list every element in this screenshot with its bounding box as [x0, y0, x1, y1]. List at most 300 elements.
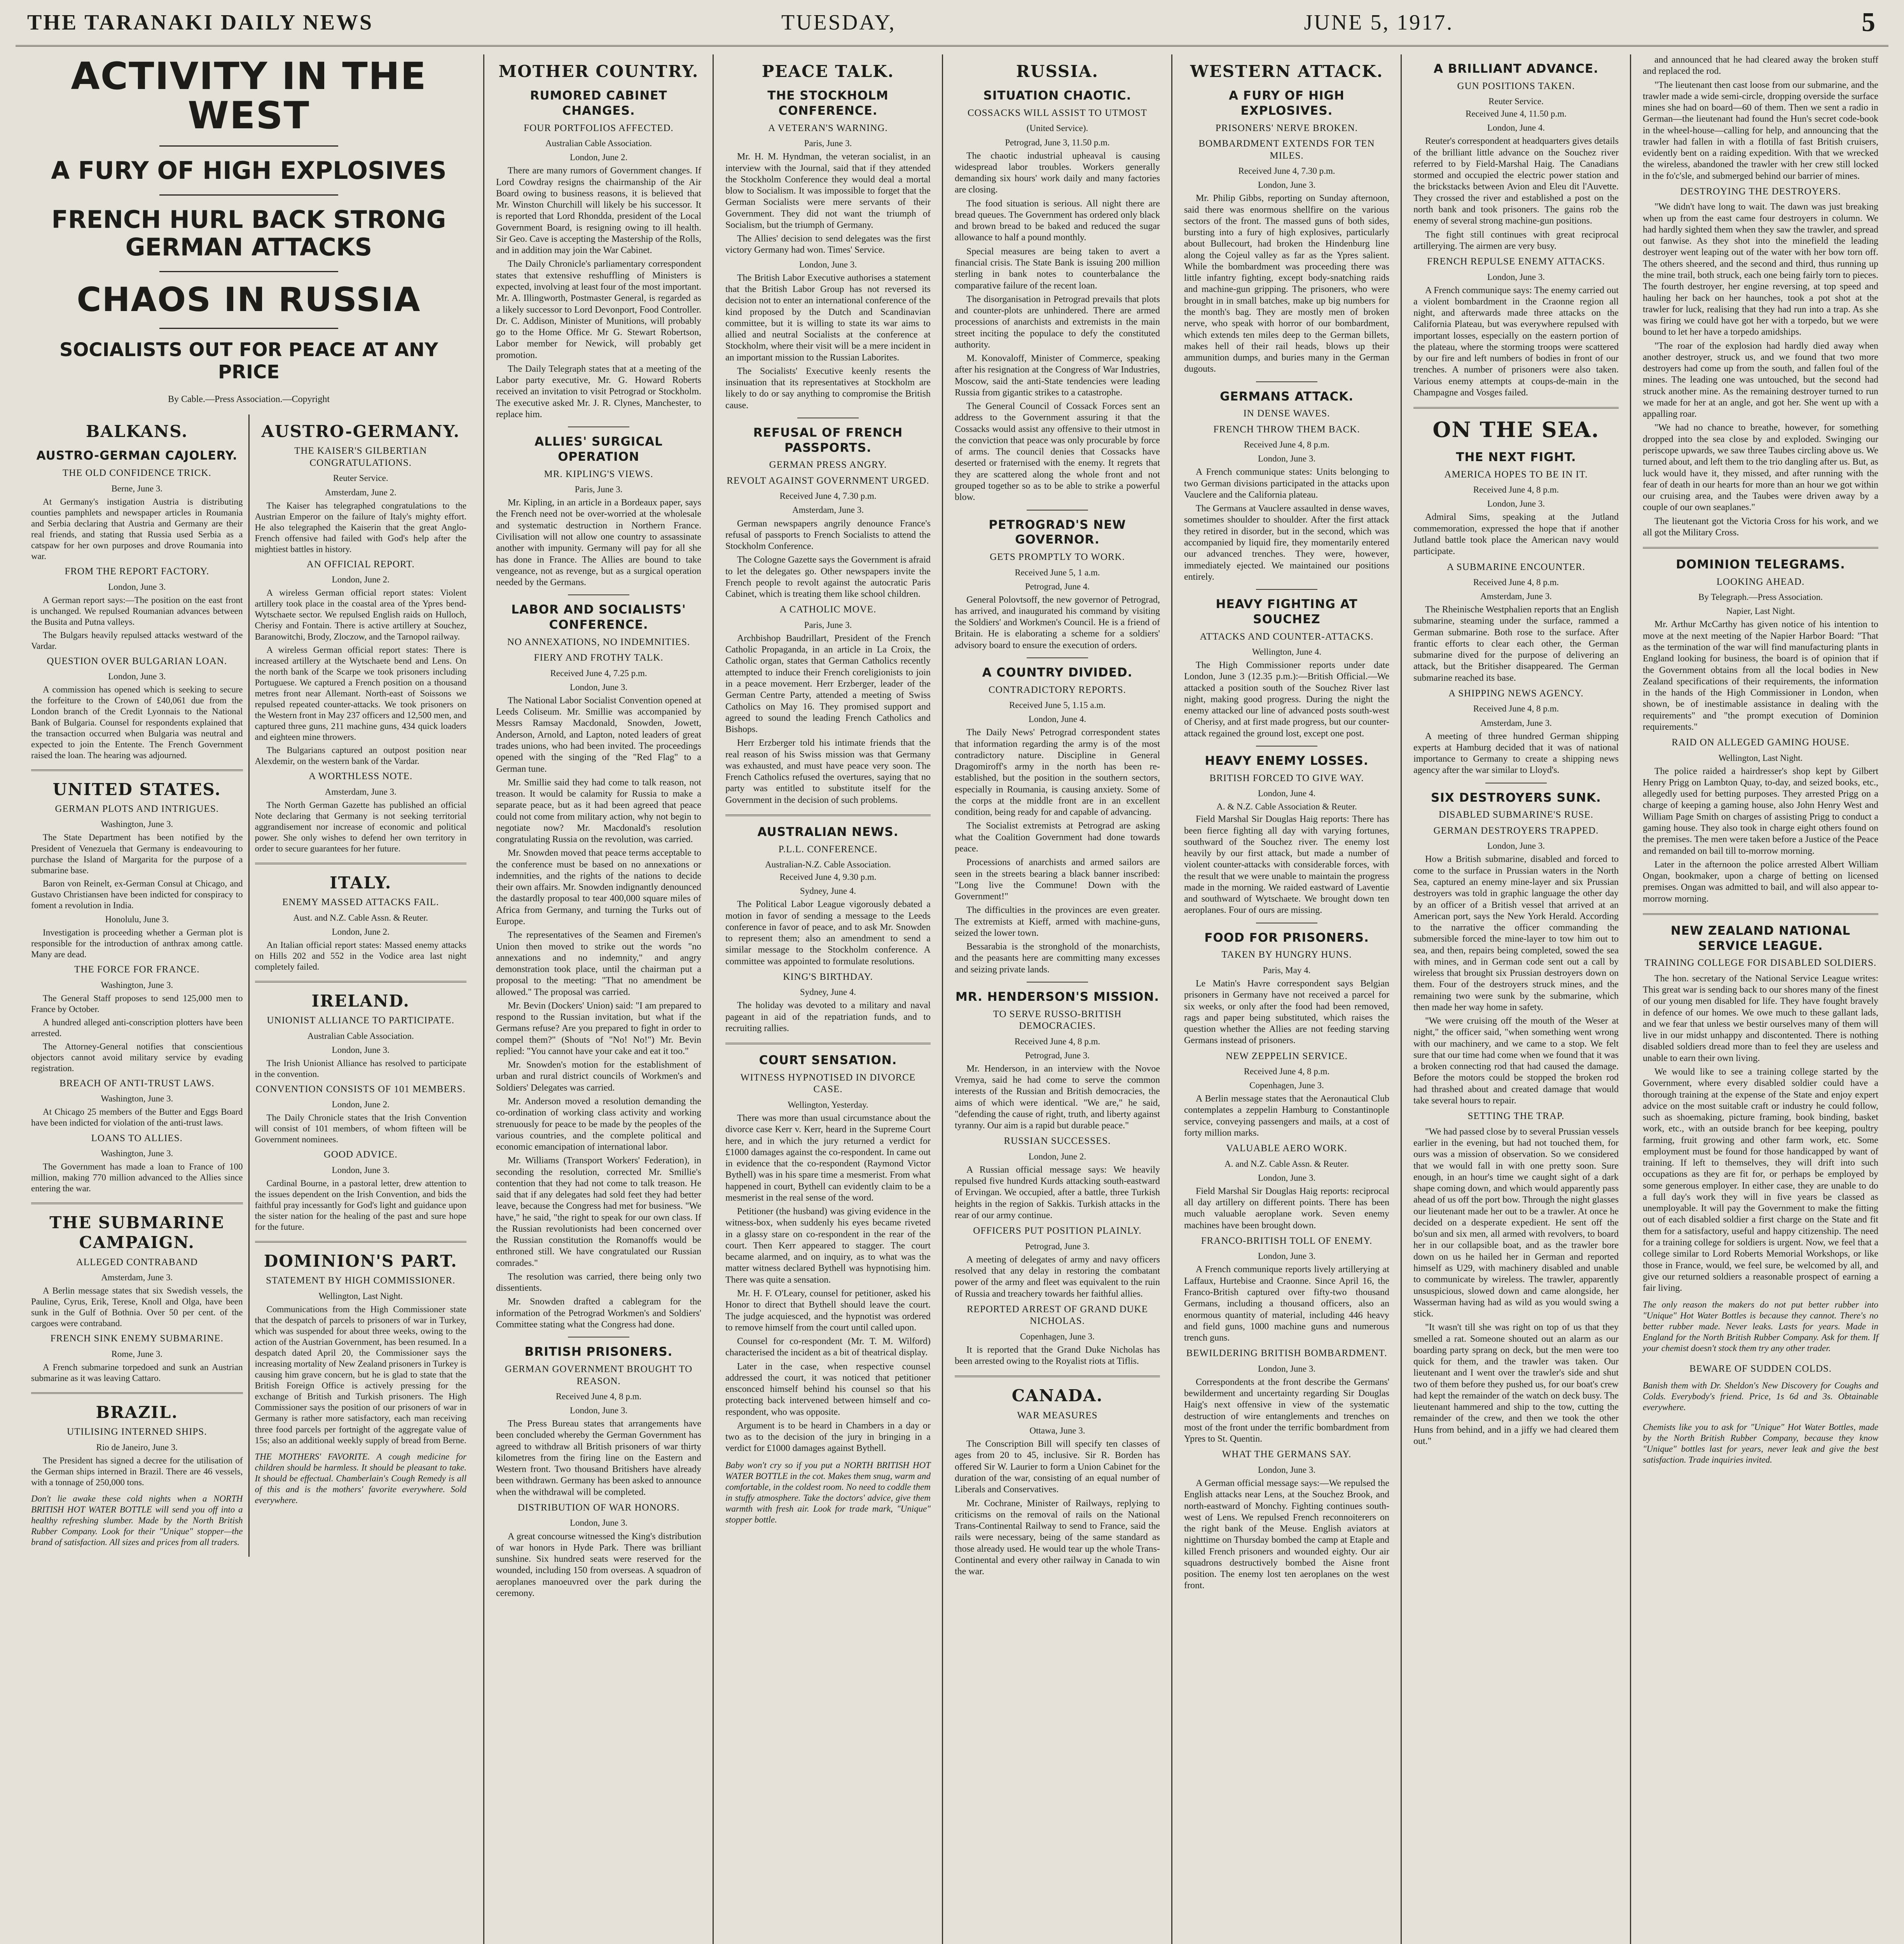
- article-subhead: RAID ON ALLEGED GAMING HOUSE.: [1672, 737, 1850, 748]
- dateline: Amsterdam, June 3.: [1480, 718, 1552, 728]
- article-subhead: A CATHOLIC MOVE.: [779, 604, 877, 615]
- article-subhead: UNIONIST ALLIANCE TO PARTICIPATE.: [267, 1015, 454, 1026]
- section-court-sensation: COURT SENSATION.: [759, 1053, 897, 1068]
- article-paragraph: Mr. Snowden drafted a cablegram for the information of the Petrograd Workmen's and Soldiers' Committee stating what the Congress had done.: [496, 1297, 701, 1330]
- article-subhead: TRAINING COLLEGE FOR DISABLED SOLDIERS.: [1644, 958, 1877, 969]
- article-headline: SITUATION CHAOTIC.: [983, 89, 1132, 103]
- article-subhead: GUN POSITIONS TAKEN.: [1457, 80, 1575, 91]
- section-australian-news: AUSTRALIAN NEWS.: [757, 825, 899, 839]
- article-paragraph: The police raided a hairdresser's shop kept by Gilbert Henry Prigg on Lambton Quay, to-day, and seized books, etc., allegedly used for betting purposes. They arrested Prigg on a charge of keeping a gaming house, also John Henry West and William Page Smith on charges of assisting Prigg to conduct a gaming house. They also took in charge eight others found on the premises. The men were taken before a Justice of the Peace and remanded on bail till to-morrow morning.: [1643, 766, 1878, 856]
- column-6: [1174, 54, 1399, 1944]
- headline-activity-west: ACTIVITY IN THE WEST: [71, 54, 427, 137]
- dateline: Paris, June 3.: [575, 484, 623, 495]
- wire-service: Received June 5, 1.15 a.m.: [1009, 700, 1106, 710]
- dateline: Wellington, Last Night.: [318, 1291, 403, 1301]
- article-paragraph: Mr. Kipling, in an article in a Bordeaux paper, says the French need not be over-worried at the wholesale and systematic destruction in Northern France. Civilisation will not allow one country to assassinate another with impunity. Germany will pay for all she has done in France. The Allies are bound to take vengeance, not as revenge, but as a surgical operation needed by the Germans.: [496, 498, 701, 588]
- column-1-subcolumns: [26, 414, 472, 1557]
- article-subhead: STATEMENT BY HIGH COMMISSIONER.: [266, 1275, 456, 1286]
- article-paragraph: Field Marshal Sir Douglas Haig reports: reciprocal all day artillery on different points. There has been much valuable aeroplane work. Seven enemy machines have been brought down.: [1184, 1186, 1389, 1231]
- divider: [568, 594, 629, 595]
- article-subhead: FRANCO-BRITISH TOLL OF ENEMY.: [1201, 1235, 1373, 1246]
- article-paragraph: Baron von Reinelt, ex-German Consul at Chicago, and Gustavo Christiansen have been indicted for conspiracy to foment a revolution in India.: [31, 878, 243, 910]
- article-headline: A BRILLIANT ADVANCE.: [1434, 62, 1598, 76]
- dateline: Napier, Last Night.: [1726, 606, 1795, 616]
- article-paragraph: Herr Erzberger told his intimate friends that the real reason of his Swiss mission was that Germany was exhausted, and must have peace very soon. The French Catholics refused the overtures, saying that no party was entitled to substitute itself for the Government in the decision of such problems.: [725, 738, 931, 805]
- issue-day: TUESDAY,: [781, 10, 896, 35]
- article-subhead: FRENCH REPULSE ENEMY ATTACKS.: [1427, 256, 1605, 267]
- headline-chaos-russia: CHAOS IN RUSSIA: [77, 280, 421, 320]
- article-headline: PETROGRAD'S NEW GOVERNOR.: [989, 517, 1126, 547]
- article-headline: HEAVY ENEMY LOSSES.: [1205, 753, 1369, 768]
- article-paragraph: Correspondents at the front describe the Germans' bewilderment and uncertainty regarding Sir Douglas Haig's next offensive in view of the systematic destruction of wire entanglements and trenches on most of the front under the terrific bombardment from Ypres to St. Quentin.: [1184, 1377, 1389, 1444]
- divider: [1256, 381, 1317, 382]
- wire-service: Received June 4, 8 p.m.: [1473, 485, 1559, 495]
- rule: [255, 863, 467, 864]
- article-paragraph: Mr. Philip Gibbs, reporting on Sunday afternoon, said there was enormous shellfire on the various sectors of the front. The massed guns of both sides, bursting into a fury of high explosives, particularly about Bullecourt, had broken the Hindenburg line along the Cojeul valley as far as the Ypres salient. While the bombardment was proceeding there was little infantry fighting, except body-snatching raids and machine-gun gripping. The prisoners, who were brought in in small batches, make up big numbers for the month's bag. They are mostly men of broken nerve, who speak with horror of our bombardment, which extends ten miles deep to the German billets, makes hell of their rail heads, blows up their ammunition dumps, and buries many in the German dugouts.: [1184, 193, 1389, 374]
- article-subhead: GERMAN DESTROYERS TRAPPED.: [1433, 825, 1599, 836]
- dateline: Petrograd, June 3.: [1025, 1241, 1090, 1251]
- article-subhead: LOOKING AHEAD.: [1716, 576, 1805, 587]
- advertisement: Chemists like you to ask for "Unique" Hot Water Bottles, made by the North British Rubber Company, because they know "Unique" bottles last for years, never leak and give the best satisfaction. Trade inquiries invited.: [1643, 1422, 1878, 1465]
- article-paragraph: Processions of anarchists and armed sailors are seen in the streets bearing a black banner inscribed: "Long live the Commune! Down with the Government!": [955, 857, 1160, 902]
- article-paragraph: Bessarabia is the stronghold of the monarchists, and the peasants here are committing many excesses and seizing private lands.: [955, 942, 1160, 975]
- article-paragraph: The President has signed a decree for the utilisation of the German ships interned in Brazil. There are 46 vessels, with a tonnage of 250,000 tons.: [31, 1455, 243, 1487]
- dateline: London, June 3.: [1258, 454, 1316, 464]
- section-national-service-league: NEW ZEALAND NATIONAL SERVICE LEAGUE.: [1670, 923, 1851, 953]
- article-paragraph: A French communique says: The enemy carried out a violent bombardment in the Craonne region all night, and afterwards made three attacks on the California Plateau, but was everywhere repulsed with important losses, especially on the eastern portion of the plateau, where the storming troops were scattered by our fire and left numbers of bodies in front of our trenches. A number of prisoners were also taken. Various enemy attempts at coups-de-main in the Champagne and Vosges failed.: [1413, 285, 1619, 398]
- dateline: Copenhagen, June 3.: [1020, 1331, 1095, 1341]
- article-paragraph: Mr. Williams (Transport Workers' Federation), in seconding the resolution, corrected Mr. Smillie's contention that they had not come to talk treason. He said that if any delegates had sold feet they had better leave, because the Congress had met for business. "We have," he said, "the right to speak for our own class. If the Russian revolutionists had been concerned over the Russian constitution the Romanoffs would be enthroned still. We have congratulated our Russian comrades.": [496, 1156, 701, 1268]
- dateline: Amsterdam, June 3.: [101, 1273, 173, 1283]
- article-paragraph: The Cologne Gazette says the Government is afraid to let the delegates go. Other newspapers invite the French people to revolt against the autocratic Paris Cabinet, which is treating them like school children.: [725, 555, 931, 600]
- article-paragraph: The Conscription Bill will specify ten classes of ages from 20 to 45, inclusive. Sir R. Borden has offered Sir W. Laurier to form a Union Cabinet for the duration of the war, consisting of an equal number of Liberals and Conservatives.: [955, 1439, 1160, 1495]
- dateline: Petrograd, June 4.: [1025, 581, 1090, 591]
- section-mother-country: MOTHER COUNTRY.: [498, 62, 699, 81]
- dateline: Washington, June 3.: [101, 980, 173, 990]
- subcolumn-b: [248, 414, 472, 1557]
- column-rule: [1171, 54, 1172, 1944]
- article-paragraph: The chaotic industrial upheaval is causing widespread labor troubles. Workers generally demanding six hours' work daily and many factories are closing.: [955, 150, 1160, 195]
- article-headline: REFUSAL OF FRENCH PASSPORTS.: [753, 425, 903, 455]
- article-subhead: FOUR PORTFOLIOS AFFECTED.: [524, 122, 674, 133]
- column-5: [945, 54, 1170, 1944]
- masthead: [16, 0, 1888, 47]
- article-headline: MR. HENDERSON'S MISSION.: [955, 989, 1160, 1004]
- dateline: Sydney, June 4.: [800, 886, 856, 896]
- article-paragraph: The fight still continues with great reciprocal artillerying. The airmen are very busy.: [1413, 229, 1619, 251]
- dateline: London, June 3.: [569, 682, 628, 692]
- dateline: Ottawa, June 3.: [1029, 1426, 1085, 1436]
- section-balkans: BALKANS.: [86, 422, 188, 441]
- article-paragraph: The resolution was carried, there being only two dissentients.: [496, 1271, 701, 1294]
- section-italy: ITALY.: [330, 873, 392, 892]
- advertisement-heading: BEWARE OF SUDDEN COLDS.: [1689, 1363, 1832, 1374]
- article-paragraph: An Italian official report states: Massed enemy attacks on Hills 202 and 552 in the Vodice area last night completely failed.: [255, 940, 466, 972]
- article-paragraph: Communications from the High Commissioner state that the despatch of parcels to prisoners of war in Turkey, which was suspended for about three weeks, owing to the action of the Austrian Government, has been resumed. In a despatch dated April 20, the Commissioner says the increasing mortality of New Zealand prisoners in Turkey is causing him grave concern, but he is glad to state that the British Foreign Office is actively pressing for the exchange of British and Turkish prisoners. The High Commissioner says the position of our prisoners of war in Germany is rather more satisfactory, each man receiving three food parcels per fortnight of the aggregate value of 15s; also an additional weekly supply of bread from Berne.: [255, 1304, 466, 1445]
- article-paragraph: German newspapers angrily denounce France's refusal of passports to French Socialists to attend the Stockholm Conference.: [725, 518, 931, 552]
- rule: [31, 769, 243, 771]
- dateline: London, June 2.: [332, 575, 390, 585]
- article-paragraph: Investigation is proceeding whether a German plot is responsible for the introduction of anthrax among cattle. Many are dead.: [31, 927, 243, 959]
- article-subhead: ATTACKS AND COUNTER-ATTACKS.: [1200, 631, 1374, 642]
- wire-service: Received June 4, 8 p.m.: [1473, 577, 1559, 587]
- column-rule: [942, 54, 943, 1944]
- separator: [159, 145, 338, 147]
- article-paragraph: The Rheinische Westphalien reports that an English submarine, steaming under the surface, rammed a German submarine. Both rose to the surface. After frantic efforts to clear each other, the German submarine dived for the purpose of delivering an attack, but the Britisher disappeared. The German submarine reached its base.: [1413, 605, 1619, 683]
- dateline: Paris, June 3.: [804, 620, 852, 630]
- article-paragraph: Mr. Cochrane, Minister of Railways, replying to criticisms on the removal of rails on the National Trans-Continental Railway to send to France, said the rails were necessary, being of the same standard as those already used. He would tear up the whole Trans-Continental and every other railway in Canada to win the war.: [955, 1498, 1160, 1577]
- article-subhead: THE KAISER'S GILBERTIAN CONGRATULATIONS.: [294, 446, 427, 468]
- article-paragraph: "It wasn't till she was right on top of us that they smelled a rat. Someone shouted out an alarm as our boarding party sprang on deck, but the men were too quick for them, and the trawler was taken. Our lieutenant and I went over the trawler's side and shut two of them before they pushed us, for our boat's crew had kept the remainder of the watch on deck busy. The lieutenant hammered and ship to the tow, cutting the remainder of the crew, and then we took the other Huns from behind, and in a jiffy we had cleared them out.": [1413, 1322, 1619, 1446]
- article-paragraph: Petitioner (the husband) was giving evidence in the witness-box, when suddenly his eyes became riveted in a glassy stare on co-respondent in the rear of the court. Then Kerr appeared to stagger. The court became alarmed, and on inquiry, as to what was the matter witness declared Bythell was hypnotising him. There was quite a sensation.: [725, 1206, 931, 1285]
- wire-service: Australian Cable Association.: [545, 138, 652, 149]
- column-4: [715, 54, 941, 1944]
- article-paragraph: The representatives of the Seamen and Firemen's Union then moved to strike out the words "no annexations and no indemnity," and angry demonstration took place, until the chairman put a proposal to the meeting: "That no amendment be allowed." The proposal was carried.: [496, 930, 701, 997]
- article-paragraph: M. Konovaloff, Minister of Commerce, speaking after his resignation at the Congress of War Industries, Moscow, said the anti-State tendencies were leading Russia from gigantic strikes to a catastrophe.: [955, 353, 1160, 398]
- article-paragraph: The General Council of Cossack Forces sent an address to the Government assuring it that the Cossacks would assist any offensive to their utmost in the conviction that peace was only procurable by force of arms. The council denies that Cossacks have deserted or fraternised with the enemy. It regrets that they are scattered along the whole front and not grouped together so as to be able to strike a powerful blow.: [955, 401, 1160, 503]
- article-paragraph: Later in the afternoon the police arrested Albert William Ongan, bookmaker, upon a charge of betting on licensed premises. Ongan was admitted to bail, and will also appear to-morrow morning.: [1643, 859, 1878, 904]
- article-paragraph: "We didn't have long to wait. The dawn was just breaking when up from the east came four destroyers in column. We had hardly sighted them when they saw the trawler, and spread out fanwise. As they shot into the minefield the leading destroyer went leaping out of the water with her bow torn off. The others sheered, and the second and third, thus running up the mine trail, both struck, each one being fairly torn to pieces. The fourth destroyer, her engine reversing, at top speed and hauling her back on her haunches, took a pot shot at the trawler for luck, realising that they had run into a trap. As she was firing we could have got her with a torpedo, but we were bound to let her have a torpedo amidships.: [1643, 202, 1878, 337]
- wire-service: Received June 4, 11.50 p.m.: [1466, 109, 1567, 119]
- article-headline: ALLIES' SURGICAL OPERATION: [535, 435, 663, 464]
- article-headline: AUSTRO-GERMAN CAJOLERY.: [36, 449, 238, 463]
- article-paragraph: Mr. Henderson, in an interview with the Novoe Vremya, said he had come to serve the common interests of the Russian and British democracies, the aims of which were identical. "We are," he said, "defending the cause of right, truth, and liberty against tyranny. Our aim is a rapid but durable peace.": [955, 1063, 1160, 1131]
- article-paragraph: It is reported that the Grand Duke Nicholas has been arrested owing to the Royalist riots at Tiflis.: [955, 1344, 1160, 1367]
- article-subhead: GERMAN PLOTS AND INTRIGUES.: [55, 803, 219, 814]
- article-subhead: GERMAN PRESS ANGRY.: [769, 460, 887, 470]
- article-subhead: WHAT THE GERMANS SAY.: [1222, 1449, 1352, 1460]
- dateline: Washington, June 3.: [101, 1149, 173, 1159]
- newspaper-title: THE TARANAKI DAILY NEWS: [27, 10, 374, 35]
- article-headline: GERMANS ATTACK.: [1219, 389, 1354, 404]
- column-3: [486, 54, 711, 1944]
- article-subhead: WITNESS HYPNOTISED IN DIVORCE CASE.: [740, 1072, 916, 1095]
- dateline: Berne, June 3.: [111, 483, 163, 493]
- article-paragraph: The Daily Chronicle's parliamentary correspondent states that extensive reshuffling of Ministers is expected, involving at least four of the most important. Mr. A. Illingworth, Postmaster General, is regarded as a likely successor to Lord Devonport, Food Controller. Dr. C. Addison, Minister of Munitions, will probably go to the Home Office. Mr G. Stewart Robertson, Labor member for Newick, will probably get promotion.: [496, 259, 701, 360]
- dateline: London, June 4.: [1258, 788, 1316, 799]
- dateline: London, June 3.: [1487, 841, 1545, 851]
- article-paragraph: A French communique reports lively artillerying at Laffaux, Hurtebise and Craonne. Since April 16, the Franco-British captured over fifty-two thousand Germans, including a thousand officers, also an enormous quantity of material, including 446 heavy and field guns, 1000 machine guns and numerous trench guns.: [1184, 1264, 1389, 1343]
- subcolumn-a: [26, 414, 248, 1557]
- article-paragraph: The Germans at Vauclere assaulted in dense waves, sometimes shoulder to shoulder. After the first attack they retired in disorder, but in the second, which was accompanied by liquid fire, they momentarily entered our advanced trenches. They were, however, immediately ejected. We maintained our positions entirely.: [1184, 503, 1389, 582]
- article-paragraph: A Berlin message states that six Swedish vessels, the Pauline, Cyrus, Erik, Terese, Knoll and Olga, have been sunk in the Gulf of Bothnia. Over 50 per cent. of the cargoes were contraband.: [31, 1286, 243, 1329]
- section-canada: CANADA.: [1011, 1386, 1103, 1406]
- column-rule: [1401, 54, 1402, 1944]
- article-paragraph: Mr. Smillie said they had come to talk reason, not treason. It would be calamity for Russia to make a separate peace, but as it had been agreed that peace could not come from military action, why not begin to negotiate now? Mr. Macdonald's resolution congratulating Russia on the revolution, was carried.: [496, 777, 701, 845]
- advertisement: Don't lie awake these cold nights when a NORTH BRITISH HOT WATER BOTTLE will send you off into a healthy refreshing slumber. Made by the North British Rubber Company. Look for their "Unique" stopper—the brand of satisfaction. All sizes and prices from all traders.: [31, 1493, 243, 1547]
- columns: [16, 54, 1888, 1944]
- dateline: London, June 2.: [569, 152, 628, 163]
- article-headline: THE NEXT FIGHT.: [1456, 450, 1576, 465]
- article-paragraph: The Political Labor League vigorously debated a motion in favor of sending a message to the Leeds conference in favor of peace, and to ask Mr. Snowden to represent them; also an amendment to send a similar message to the Stockholm conference. A committee was appointed to formulate resolutions.: [725, 899, 931, 967]
- article-subhead: FROM THE REPORT FACTORY.: [65, 566, 210, 577]
- article-subhead: FIERY AND FROTHY TALK.: [534, 652, 664, 663]
- dateline: London, June 3.: [108, 582, 166, 592]
- article-paragraph: and announced that he had cleared away the broken stuff and replaced the rod.: [1643, 55, 1878, 77]
- article-paragraph: The lieutenant got the Victoria Cross for his work, and we all got the Military Cross.: [1643, 516, 1878, 538]
- article-subhead: DISTRIBUTION OF WAR HONORS.: [517, 1502, 680, 1513]
- dateline: Washington, June 3.: [101, 819, 173, 829]
- rule: [955, 1376, 1160, 1377]
- article-paragraph: "The roar of the explosion had hardly died away when another destroyer, struck us, and we found that two more destroyers had come up from the south, and fallen foul of the mines. The leading one was untouched, but the second had struck another mine. As the remaining destroyer turned to run we made for her at an angle, and got her. She went up with a appalling roar.: [1643, 341, 1878, 420]
- advertisement: Banish them with Dr. Sheldon's New Discovery for Coughs and Colds. Everybody's friend. Price, 1s 6d and 3s. Obtainable everywhere.: [1643, 1381, 1878, 1413]
- article-paragraph: A German report says:—The position on the east front is unchanged. We repulsed Roumanian advances between the Busita and Putna valleys.: [31, 595, 243, 627]
- article-subhead: THE FORCE FOR FRANCE.: [74, 964, 200, 975]
- section-dominion-part: DOMINION'S PART.: [264, 1252, 458, 1271]
- section-ireland: IRELAND.: [311, 991, 410, 1010]
- wire-service: Received June 4, 9.30 p.m.: [779, 872, 877, 882]
- article-subhead: KING'S BIRTHDAY.: [783, 971, 873, 982]
- rule: [1643, 547, 1878, 549]
- article-paragraph: The hon. secretary of the National Service League writes: This great war is sending back to our shores many of the finest of our young men disabled for life. They have fought bravely in defence of our homes. We owe much to these gallant lads, and we fear that unless we bestir ourselves many of them will live in our midst unhappy and discontented. There is nothing disabled soldiers dread more than to feel they are useless and unable to earn their own living.: [1643, 973, 1878, 1063]
- article-subhead: GETS PROMPTLY TO WORK.: [990, 552, 1125, 563]
- wire-service: Aust. and N.Z. Cable Assn. & Reuter.: [293, 913, 428, 923]
- article-paragraph: Argument is to be heard in Chambers in a day or two as to the decision of the jury in bringing in a verdict for £1000 damages against Bythell.: [725, 1420, 931, 1454]
- dateline: London, June 4.: [1487, 123, 1545, 133]
- article-subhead: BOMBARDMENT EXTENDS FOR TEN MILES.: [1198, 138, 1375, 161]
- dateline: Wellington, Last Night.: [1718, 753, 1803, 763]
- article-paragraph: At Chicago 25 members of the Butter and Eggs Board have been indicted for violation of the anti-trust laws.: [31, 1107, 243, 1128]
- article-paragraph: Cardinal Bourne, in a pastoral letter, drew attention to the issues dependent on the Irish Convention, and bids the faithful pray incessantly for God's light and guidance upon the sister nation for the healing of the past and sure hope for the future.: [255, 1178, 466, 1232]
- column-1: [16, 54, 482, 1944]
- dateline: London, June 3.: [569, 1518, 628, 1528]
- article-paragraph: A meeting of three hundred German shipping experts at Hamburg decided that it was of national importance to Germany to create a shipping news agency after the war similar to Lloyd's.: [1413, 731, 1619, 776]
- issue-date: JUNE 5, 1917.: [1304, 10, 1454, 35]
- wire-service: By Telegraph.—Press Association.: [1698, 592, 1823, 602]
- article-subhead: SETTING THE TRAP.: [1467, 1111, 1565, 1122]
- article-subhead: PRISONERS' NERVE BROKEN.: [1215, 122, 1358, 133]
- article-paragraph: A wireless German official report states: There is increased artillery at the Wytschaete bend and Lens. On the north bank of the Scarpe we took prisoners including Portuguese. We captured a French position on a thousand metres front near Allemant. North-east of Soissons we repulsed repeated counter-attacks. We took prisoners on the Western front in May 237 officers and 12,500 men, and captured three guns, 211 machine guns, 434 quick loaders and eighteen mine throwers.: [255, 645, 466, 742]
- article-paragraph: Mr. Anderson moved a resolution demanding the co-ordination of working class activity and working strenuously for peace to be made by the peoples of the various countries, and the complete political and economic emancipation of international labor.: [496, 1096, 701, 1152]
- article-paragraph: Mr. Snowden moved that peace terms acceptable to the conference must be based on no annexations or indemnities, and the rights of the nations to decide their own affairs. Mr. Snowden indignantly denounced the dastardly proposal to tear 400,000 square miles of Africa from Germany, and turning the Turks out of Europe.: [496, 848, 701, 927]
- column-rule: [713, 54, 714, 1944]
- article-paragraph: The holiday was devoted to a military and naval pageant in aid of the repatriation funds, and to recruiting rallies.: [725, 1000, 931, 1033]
- article-subhead: TO SERVE RUSSO-BRITISH DEMOCRACIES.: [993, 1009, 1122, 1031]
- article-paragraph: The North German Gazette has published an official Note declaring that Germany is not seeking territorial aggrandisement nor increase of economic and political power. She only wishes to defend her own territory in order to secure guarantees for her future.: [255, 800, 466, 853]
- wire-service: Received June 4, 7.30 p.m.: [779, 491, 877, 501]
- article-paragraph: The State Department has been notified by the President of Venezuela that Germany is endeavouring to purchase the Island of Margarita for the purpose of a submarine base.: [31, 832, 243, 875]
- article-subhead: QUESTION OVER BULGARIAN LOAN.: [47, 656, 227, 666]
- article-headline: RUMORED CABINET CHANGES.: [530, 89, 667, 118]
- article-subhead: A WORTHLESS NOTE.: [309, 771, 413, 782]
- rule: [725, 1043, 931, 1044]
- article-paragraph: Reuter's correspondent at headquarters gives details of the brilliant little advance on the Souchez river referred to by Field-Marshal Haig. The Canadians stormed and occupied the electric power station and the brickstacks between Avion and Eleu dit l'Auvette. They crossed the river and established a post on the north bank and took prisoners. The gains rob the enemy of several strong machine-gun positions.: [1413, 136, 1619, 226]
- article-paragraph: A Russian official message says: We heavily repulsed five hundred Kurds attacking south-eastward of Ervingan. We occupied, after a battle, three Turkish heights in the region of Sakkis. Turkish attacks in the rear of our army continue.: [955, 1164, 1160, 1220]
- section-austro-germany: AUSTRO-GERMANY.: [261, 422, 460, 441]
- article-subhead: VALUABLE AERO WORK.: [1226, 1143, 1347, 1154]
- wire-service: A. and N.Z. Cable Assn. & Reuter.: [1224, 1159, 1349, 1169]
- article-paragraph: A great concourse witnessed the King's distribution of war honors in Hyde Park. There was brilliant sunshine. Six hundred seats were reserved for the wounded, including 150 from overseas. A squadron of aeroplanes manoeuvred over the park during the ceremony.: [496, 1531, 701, 1598]
- dateline: London, June 2.: [332, 1100, 390, 1110]
- article-paragraph: A Berlin message states that the Aeronautical Club contemplates a zeppelin Hamburg to Constantinople service, conveying passengers and mails, at a cost of forty million marks.: [1184, 1094, 1389, 1138]
- article-subhead: LOANS TO ALLIES.: [91, 1133, 183, 1143]
- article-paragraph: A French communique states: Units belonging to two German divisions participated in the attacks upon Vauclere and the California plateau.: [1184, 467, 1389, 500]
- article-paragraph: General Polovtsoff, the new governor of Petrograd, has arrived, and inaugurated his command by visiting the Soldiers' and Workmen's Council. He is a friend of Britain. He is elaborating a scheme for a soldiers' advisory board to ensure the execution of orders.: [955, 594, 1160, 650]
- wire-service: Reuter Service.: [1488, 96, 1544, 107]
- article-subhead: UTILISING INTERNED SHIPS.: [67, 1427, 207, 1437]
- dateline: London, June 3.: [1258, 1465, 1316, 1475]
- dateline: London, June 3.: [569, 1406, 628, 1416]
- article-subhead: RUSSIAN SUCCESSES.: [1004, 1136, 1111, 1147]
- article-headline: A COUNTRY DIVIDED.: [982, 665, 1133, 680]
- article-headline: LABOR AND SOCIALISTS' CONFERENCE.: [511, 603, 686, 632]
- article-subhead: NEW ZEPPELIN SERVICE.: [1226, 1051, 1348, 1061]
- article-paragraph: Archbishop Baudrillart, President of the French Catholic Propaganda, in an article in La Croix, the Catholic organ, states that German Catholics recently attempted to induce their French coreligionists to join in a peace movement. Herr Erzberger, leader of the German Centre Party, attended a meeting of Swiss Catholics on May 16. They promised support and agreed to sound the leading French Catholics and Bishops.: [725, 633, 931, 735]
- article-subhead: ALLEGED CONTRABAND: [76, 1257, 198, 1267]
- dateline: London, June 3.: [1258, 1251, 1316, 1261]
- dateline: Copenhagen, June 3.: [1249, 1080, 1324, 1091]
- headline-fury: A FURY OF HIGH EXPLOSIVES: [51, 156, 447, 185]
- dateline: Sydney, June 4.: [800, 987, 856, 997]
- byline: By Cable.—Press Association.—Copyright: [168, 394, 330, 404]
- article-paragraph: The difficulties in the provinces are even greater. The extremists at Kieff, armed with machine-guns, seized the lower town.: [955, 905, 1160, 938]
- article-paragraph: Mr. H. M. Hyndman, the veteran socialist, in an interview with the Journal, said that if they attended the Stockholm Conference they would deal a mortal blow to Socialism. It was impossible to forget that the German Socialists were mere servants of their Government. They did not want the triumph of Socialism, but the triumph of Germany.: [725, 152, 931, 230]
- column-rule: [1630, 54, 1631, 1944]
- rule: [255, 981, 467, 982]
- advertisement: The only reason the makers do not put better rubber into "Unique" Hot Water Bottles is because they cannot. There's no better rubber made. Never leaks. Lasts for years. Made in England for the North British Rubber Company. Ask for them. If your chemist doesn't stock them try any other trader.: [1643, 1300, 1878, 1353]
- dateline: London, June 2.: [1028, 1151, 1087, 1161]
- article-paragraph: The High Commissioner reports under date London, June 3 (12.35 p.m.):—British Official.—We attacked a position south of the Souchez River last night, making good progress. During the night the enemy attacked our line of advanced posts south-west of Cherisy, and at first made progress, but our counter-attack regained the ground lost, except one post.: [1184, 660, 1389, 739]
- divider: [1027, 657, 1088, 658]
- article-paragraph: How a British submarine, disabled and forced to come to the surface in Prussian waters in the North Sea, captured an enemy mine-layer and six Prussian destroyers was told in graphic language the other day by an officer of a British vessel that arrived at an American port, says the New York Herald. According to the narrative the officer commanding the submersible forced the mine-layer to tow him out to sea, and then, repairs being completed, sowed the sea with mines, and in German code sent out a call by wireless that brought six Prussian destroyers down on them. Four of the destroyers struck mines, and the remaining two were sunk by the submarine, which then made her way home in safety.: [1413, 854, 1619, 1012]
- dateline: Honolulu, June 3.: [105, 914, 169, 924]
- rule: [1643, 913, 1878, 915]
- article-paragraph: Special measures are being taken to avert a financial crisis. The State Bank is issuing 200 million sterling in bank notes to counterbalance the comparative failure of the recent loan.: [955, 246, 1160, 291]
- article-subhead: COSSACKS WILL ASSIST TO UTMOST: [967, 107, 1148, 118]
- article-subhead: AMERICA HOPES TO BE IN IT.: [1444, 469, 1588, 480]
- article-subhead: THE OLD CONFIDENCE TRICK.: [62, 468, 211, 479]
- dateline: London, June 3.: [1487, 499, 1545, 509]
- advertisement: THE MOTHERS' FAVORITE. A cough medicine for children should be harmless. It should be pleasant to take. It should be effectual. Chamberlain's Cough Remedy is all of this and is the mothers' favorite everywhere. Sold everywhere.: [255, 1451, 466, 1505]
- article-paragraph: The Allies' decision to send delegates was the first victory Germany had won. Times' Service.: [725, 234, 931, 255]
- article-paragraph: The food situation is serious. All night there are bread queues. The Government has ordered only black and brown bread to be baked and reduced the sugar allowance to half a pound monthly.: [955, 198, 1160, 243]
- article-subhead: OFFICERS PUT POSITION PLAINLY.: [973, 1225, 1142, 1236]
- article-paragraph: The Kaiser has telegraphed congratulations to the Austrian Emperor on the failure of Italy's mighty effort. He also telegraphed the Kaiserin that the great Anglo-French offensive had failed with God's help after the mightiest battles in history.: [255, 500, 466, 554]
- wire-service: Received June 4, 8 p.m.: [1014, 1036, 1100, 1046]
- article-subhead: REVOLT AGAINST GOVERNMENT URGED.: [727, 475, 929, 486]
- article-paragraph: A French submarine torpedoed and sunk an Austrian submarine as it was leaving Cattaro.: [31, 1362, 243, 1383]
- dateline: London, June 2.: [332, 927, 390, 937]
- dateline: Amsterdam, June 3.: [1480, 591, 1552, 601]
- article-subhead: CONVENTION CONSISTS OF 101 MEMBERS.: [255, 1084, 466, 1094]
- dateline: London, June 3.: [1258, 1364, 1316, 1374]
- article-subhead: TAKEN BY HUNGRY HUNS.: [1221, 949, 1352, 960]
- article-paragraph: A commission has opened which is seeking to secure the forfeiture to the Crown of £40,061 due from the London branch of the Credit Lyonnais to the National Bank of Bulgaria. Counsel for respondents explained that the transaction occurred when Bulgaria was neutral and expected to join the Entente. The French Government raised the loan. The hearing was adjourned.: [31, 685, 243, 760]
- article-headline: HEAVY FIGHTING AT SOUCHEZ: [1216, 597, 1358, 626]
- article-paragraph: Counsel for co-respondent (Mr. T. M. Wilford) characterised the incident as a bit of theatrical display.: [725, 1336, 931, 1358]
- rule: [1413, 407, 1619, 409]
- wire-service: Received June 4, 8 p.m.: [1244, 440, 1330, 450]
- dateline: London, June 3.: [332, 1165, 390, 1175]
- separator: [159, 194, 338, 196]
- section-brazil: BRAZIL.: [96, 1403, 178, 1422]
- article-paragraph: The disorganisation in Petrograd prevails that plots and counter-plots are unhindered. There are armed processions of anarchists and extremists in the main street inciting the populace to defy the constituted authority.: [955, 294, 1160, 350]
- article-paragraph: The National Labor Socialist Convention opened at Leeds Coliseum. Mr. Smillie was accompanied by Messrs Ramsay Macdonald, Snowden, Jowett, Anderson, Arnold, and Lapton, noted leaders of great trades unions, who had been invited. The proceedings opened with the singing of the "Red Flag" to a German tune.: [496, 695, 701, 774]
- rule: [31, 1392, 243, 1394]
- article-subhead: DESTROYING THE DESTROYERS.: [1680, 186, 1841, 197]
- article-paragraph: A meeting of delegates of army and navy officers resolved that any delay in restoring the combatant power of the army and fleet was equivalent to the ruin of Russia and treachery towards her faithful allies.: [955, 1254, 1160, 1299]
- article-subhead: AN OFFICIAL REPORT.: [306, 559, 415, 570]
- article-paragraph: The Bulgarians captured an outpost position near Alexdemir, on the western bank of the Vardar.: [255, 745, 466, 766]
- separator: [159, 271, 338, 272]
- column-rule: [483, 54, 484, 1944]
- dateline: Amsterdam, June 3.: [792, 505, 864, 515]
- article-paragraph: The Attorney-General notifies that conscientious objectors cannot avoid military service by evading registration.: [31, 1041, 243, 1073]
- divider: [1256, 589, 1317, 590]
- wire-service: A. & N.Z. Cable Association & Reuter.: [1216, 802, 1357, 812]
- dateline: London, June 3.: [108, 671, 166, 682]
- article-paragraph: "We had passed close by to several Prussian vessels earlier in the evening, but had not touched them, for ours was a mission of observation. So we considered that we would fall in with one pretty soon. Sure enough, in an hour's time we caught sight of a dark shape coming down, and which would apparently pass ahead of us off the port bow. Through the night glasses our lieutenant made her out to be a trawler. At once he decided on a desperate expedient. He sent off the bo'sun and six men, all armed with revolvers, to board her in our collapsible boat, and as the trawler bore down on us he hailed her in German and reported himself as U29, with machinery disabled and unable to communicate by wireless. The trawler, apparently unsuspicious, slowed down and came alongside, her Wasserman having had as wild as you would swing a stick.: [1413, 1126, 1619, 1319]
- dateline: London, June 3.: [332, 1045, 390, 1055]
- dateline: Paris, May 4.: [1263, 965, 1311, 975]
- article-paragraph: The Irish Unionist Alliance has resolved to participate in the convention.: [255, 1058, 466, 1079]
- wire-service: Received June 4, 8 p.m.: [1473, 704, 1559, 714]
- article-subhead: BEWILDERING BRITISH BOMBARDMENT.: [1186, 1348, 1387, 1359]
- article-paragraph: "We had no chance to breathe, however, for something dropped into the sea close by and exploded. Swinging our periscope upwards, we saw three Taubes circling above us. We turned about, and left them to the trio dangling after us. But, as luck would have it, they missed, and after running with the fear of death in our hearts for more than an hour we got within our cruising area, and the Taubes were driven away by a couple of our own seaplanes.": [1643, 423, 1878, 513]
- article-subhead: CONTRADICTORY REPORTS.: [989, 684, 1126, 695]
- wire-service: Received June 5, 1 a.m.: [1015, 567, 1100, 577]
- article-subhead: IN DENSE WAVES.: [1243, 408, 1330, 419]
- article-subhead: ENEMY MASSED ATTACKS FAIL.: [282, 897, 439, 908]
- article-paragraph: The Bulgars heavily repulsed attacks westward of the Vardar.: [31, 630, 243, 651]
- wire-service: Received June 4, 7.25 p.m.: [550, 668, 647, 678]
- dateline: Rome, June 3.: [111, 1349, 163, 1359]
- dateline: London, June 4.: [1028, 714, 1087, 724]
- article-paragraph: A German official message says:—We repulsed the English attacks near Lens, at the Souchez Brook, and north-eastward of Monchy. Fighting continues south-west of Lens. We repulsed French reconnoiterers on the right bank of the Meuse. English aviators at nighttime on Thursday bombed the camp at Etaple and killed French prisoners and wounded eighty. Our air squadrons destructively bombed the Aisne front position. The enemy lost ten aeroplanes on the west front.: [1184, 1478, 1389, 1591]
- article-paragraph: Field Marshal Sir Douglas Haig reports: There has been fierce fighting all day with varying fortunes, southward of the Souchez river. The enemy lost heavily by our first attack, but made a number of violent counter-attacks with considerable forces, with the result that we were unable to maintain the progress made in the morning. We raided eastward of Laventie and southward of Wytschaete. We brought down ten aeroplanes. Four of ours are missing.: [1184, 814, 1389, 916]
- article-subhead: GERMAN GOVERNMENT BROUGHT TO REASON.: [505, 1364, 693, 1386]
- article-subhead: A SHIPPING NEWS AGENCY.: [1448, 688, 1584, 699]
- headline-socialists-peace: SOCIALISTS OUT FOR PEACE AT ANY PRICE: [59, 339, 438, 383]
- dateline: Rio de Janeiro, June 3.: [96, 1442, 178, 1452]
- wire-service: Received June 4, 8 p.m.: [1244, 1066, 1330, 1077]
- section-russia: RUSSIA.: [1016, 62, 1099, 81]
- dateline: Paris, June 3.: [804, 138, 852, 149]
- article-paragraph: The Daily Telegraph states that at a meeting of the Labor party executive, Mr. G. Howard Roberts received an invitation to visit Petrograd or Stockholm. The executive asked Mr. J. R. Clynes, Manchester, to replace him.: [496, 364, 701, 420]
- article-paragraph: There was more than usual circumstance about the divorce case Kerr v. Kerr, heard in the Supreme Court here, and in which the jury returned a verdict for £1000 damages against the co-respondent. In came out in evidence that the co-respondent (Raymond Victor Bythell) was in his spare time a mesmerist. From what happened in court, Bythell can evidently claim to be a mesmerist in the real sense of the word.: [725, 1113, 931, 1203]
- article-paragraph: A wireless German official report states: Violent artillery took place in the coastal area of the Ypres bend-Wytschaete sector. We repulsed English raids on Hulloch, Cherisy and Fontain. There is active artillery at Souchez, Baranowitchi, Brody, Zloczow, and the Tarnopol railway.: [255, 588, 466, 642]
- section-united-states: UNITED STATES.: [52, 780, 221, 799]
- article-paragraph: At Germany's instigation Austria is distributing counties pamphlets and newspaper articles in Roumania and Serbia declaring that Austria and Germany are their real friends, and stating that Russia used Serbia as a catspaw for her own purposes and drove Roumania into war.: [31, 496, 243, 561]
- section-peace-talk: PEACE TALK.: [762, 62, 894, 81]
- article-paragraph: A hundred alleged anti-conscription plotters have been arrested.: [31, 1017, 243, 1038]
- article-headline: A FURY OF HIGH EXPLOSIVES.: [1229, 89, 1345, 118]
- article-subhead: WAR MEASURES: [1017, 1410, 1098, 1421]
- article-paragraph: The Socialists' Executive keenly resents the insinuation that its representatives at Stockholm are likely to do or say anything to compromise the British cause.: [725, 366, 931, 411]
- article-subhead: FRENCH THROW THEM BACK.: [1213, 424, 1360, 435]
- article-paragraph: The Government has made a loan to France of 100 million, making 770 million advanced to the Allies since entering the war.: [31, 1162, 243, 1194]
- article-headline: THE STOCKHOLM CONFERENCE.: [767, 89, 889, 118]
- article-paragraph: The General Staff proposes to send 125,000 men to France by October.: [31, 993, 243, 1014]
- dateline: Amsterdam, June 3.: [325, 787, 397, 797]
- wire-service: Australian-N.Z. Cable Association.: [765, 860, 891, 870]
- article-paragraph: The Press Bureau states that arrangements have been concluded whereby the German Government has agreed to withdraw all British prisoners of war thirty kilometres from the firing line on the Eastern and Western front. Two thousand Britishers have already been withdrawn. Germany has been asked to announce when the withdrawal will be completed.: [496, 1419, 701, 1497]
- article-headline: FOOD FOR PRISONERS.: [1204, 930, 1369, 945]
- column-8: [1633, 54, 1888, 1944]
- article-subhead: GOOD ADVICE.: [323, 1149, 398, 1160]
- article-paragraph: We would like to see a training college started by the Government, where every disabled soldier could have a thorough training at the expense of the State and enjoy expert advice on the most suitable craft or industry he could follow, such as shoemaking, picture framing, book binding, basket work, etc., with an outside branch for bee keeping, poultry farming, fruit growing and other farm work, etc. Some employment must be found for those handicapped by want of training. If left to themselves, they will drift into such occupations as they are fit for, or perhaps be employed by some generous employer. In either case, they are unable to do a full day's work they will in five years be classed as unemployable. It will pay the Government to make the fitting out of each disabled soldier a first charge on the State and fit them for a satisfactory, useful and happy citizenship. The need for a training college for soldiers is urgent. Now, we feel that a college similar to Lord Roberts Memorial Workshops, or like those in France, would, we feel sure, be welcomed by all, and give our returned soldiers a reasonable prospect of earning a fair living.: [1643, 1066, 1878, 1294]
- article-paragraph: "We were cruising off the mouth of the Weser at night," the officer said, "when something went wrong with our machinery, and we came to a stop. We felt sure that our time had come when we found that it was a broken connecting rod that had caused the damage. Before the motors could be stopped the broken rod had thrashed about and created damage that would take several hours to repair.: [1413, 1016, 1619, 1106]
- section-dominion-telegrams: DOMINION TELEGRAMS.: [1676, 558, 1845, 572]
- article-subhead: REPORTED ARREST OF GRAND DUKE NICHOLAS.: [967, 1304, 1148, 1327]
- dateline: Wellington, Yesterday.: [788, 1100, 868, 1110]
- rule: [725, 815, 931, 816]
- advertisement: Baby won't cry so if you put a NORTH BRITISH HOT WATER BOTTLE in the cot. Makes them snug, warm and comfortable, in the coldest room. No need to coddle them in stuffy atmosphere. Take the doctors' advice, give them warmth with fresh air. Look for trade mark, "Unique" stopper bottle.: [725, 1460, 931, 1524]
- section-submarine: THE SUBMARINE CAMPAIGN.: [49, 1213, 225, 1252]
- wire-service: (United Service).: [1026, 123, 1088, 133]
- section-on-the-sea: ON THE SEA.: [1432, 417, 1600, 442]
- article-paragraph: Mr. Bevin (Dockers' Union) said: "I am prepared to respond to the Russian invitation, but what if the Germans refuse? Are you prepared to fight in order to compel them?" (Shouts of "No! No!") Mr. Bevin replied: "You cannot have your cake and eat it too.": [496, 1000, 701, 1056]
